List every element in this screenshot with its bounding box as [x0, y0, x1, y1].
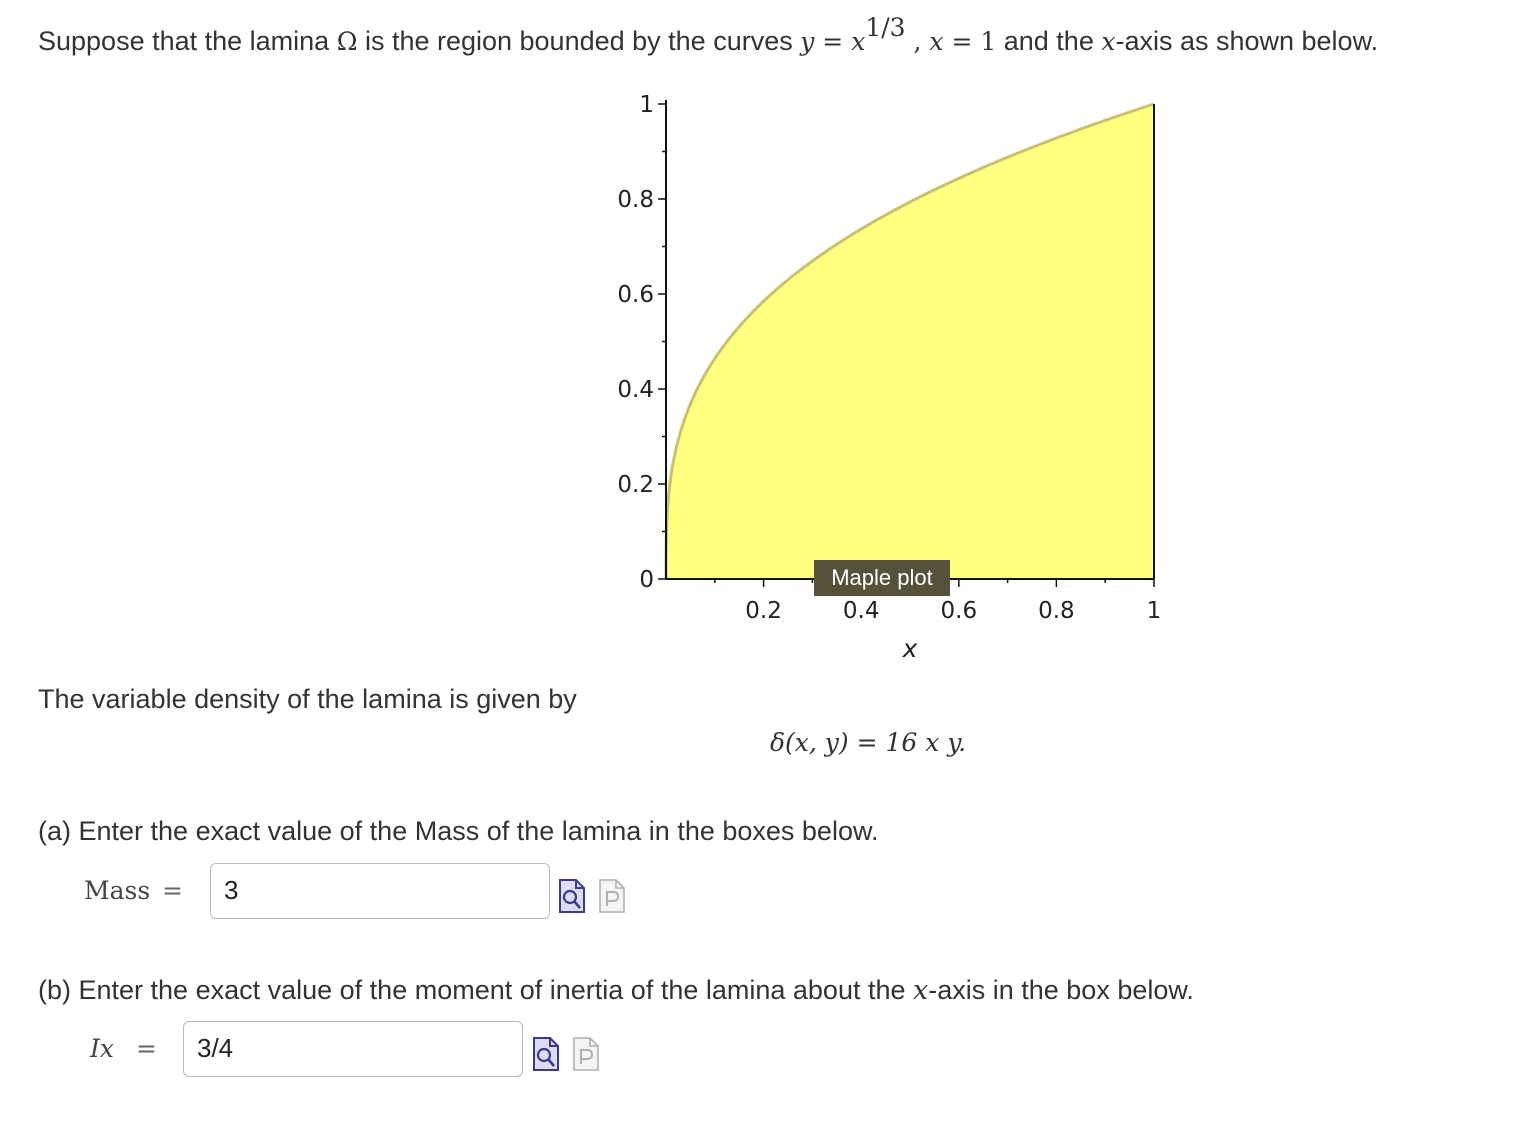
- curve-lhs: y: [800, 27, 815, 56]
- density-intro: The variable density of the lamina is given by: [38, 684, 577, 714]
- axis-variable: x: [1101, 27, 1116, 56]
- mass-input[interactable]: 3: [210, 863, 550, 919]
- preview-icon[interactable]: [532, 1036, 560, 1072]
- line-equals: = 1: [943, 27, 997, 56]
- preview-icon[interactable]: [558, 878, 586, 914]
- region-fill: [666, 104, 1154, 579]
- mass-equals: =: [162, 876, 183, 905]
- x-tick-label: 0.2: [745, 598, 782, 624]
- ix-label: Ix: [90, 1034, 114, 1063]
- y-tick-label: 0.2: [617, 472, 654, 498]
- x-tick-label: 0.6: [940, 598, 978, 624]
- x-tick-label: 0.8: [1038, 598, 1075, 624]
- line-lhs: x: [929, 27, 944, 56]
- help-icon[interactable]: [572, 1036, 600, 1072]
- x-tick-label: 0.4: [842, 598, 880, 624]
- part-b-prompt: [38, 975, 1194, 1006]
- curve-separator: ,: [905, 27, 930, 56]
- intro-text-4: -axis as shown below.: [1115, 26, 1379, 56]
- intro-text-1: Suppose that the lamina: [38, 26, 337, 56]
- curve-equals: =: [814, 27, 852, 56]
- y-tick-label: 1: [639, 92, 654, 118]
- ix-input[interactable]: 3/4: [183, 1021, 523, 1077]
- help-icon[interactable]: [598, 878, 626, 914]
- intro-text-3: and the: [996, 26, 1102, 56]
- y-tick-label: 0.4: [617, 377, 654, 403]
- y-tick-label: 0: [639, 567, 654, 593]
- plot-area: [666, 104, 1154, 579]
- part-b-variable: x: [913, 975, 929, 1006]
- omega-symbol: Ω: [336, 27, 358, 56]
- part-b-prompt-1: (b) Enter the exact value of the moment of inertia of the lamina about the: [38, 975, 913, 1005]
- part-a-prompt: (a) Enter the exact value of the Mass of the lamina in the boxes below.: [38, 816, 879, 846]
- x-axis-label: x: [902, 634, 918, 663]
- problem-statement: [38, 13, 1379, 57]
- curve-exponent: 1/3: [865, 13, 906, 42]
- y-tick-label: 0.8: [617, 187, 654, 213]
- maple-plot-tooltip: Maple plot: [814, 560, 950, 596]
- intro-text-2: is the region bounded by the curves: [357, 26, 801, 56]
- x-tick-label: 1: [1146, 598, 1162, 624]
- curve-base: x: [851, 27, 866, 56]
- mass-label: Mass: [84, 876, 151, 905]
- part-b-prompt-2: -axis in the box below.: [928, 975, 1194, 1005]
- density-equation: δ(x, y) = 16 x y.: [770, 728, 967, 757]
- y-tick-label: 0.6: [617, 282, 654, 308]
- ix-equals: =: [136, 1034, 157, 1063]
